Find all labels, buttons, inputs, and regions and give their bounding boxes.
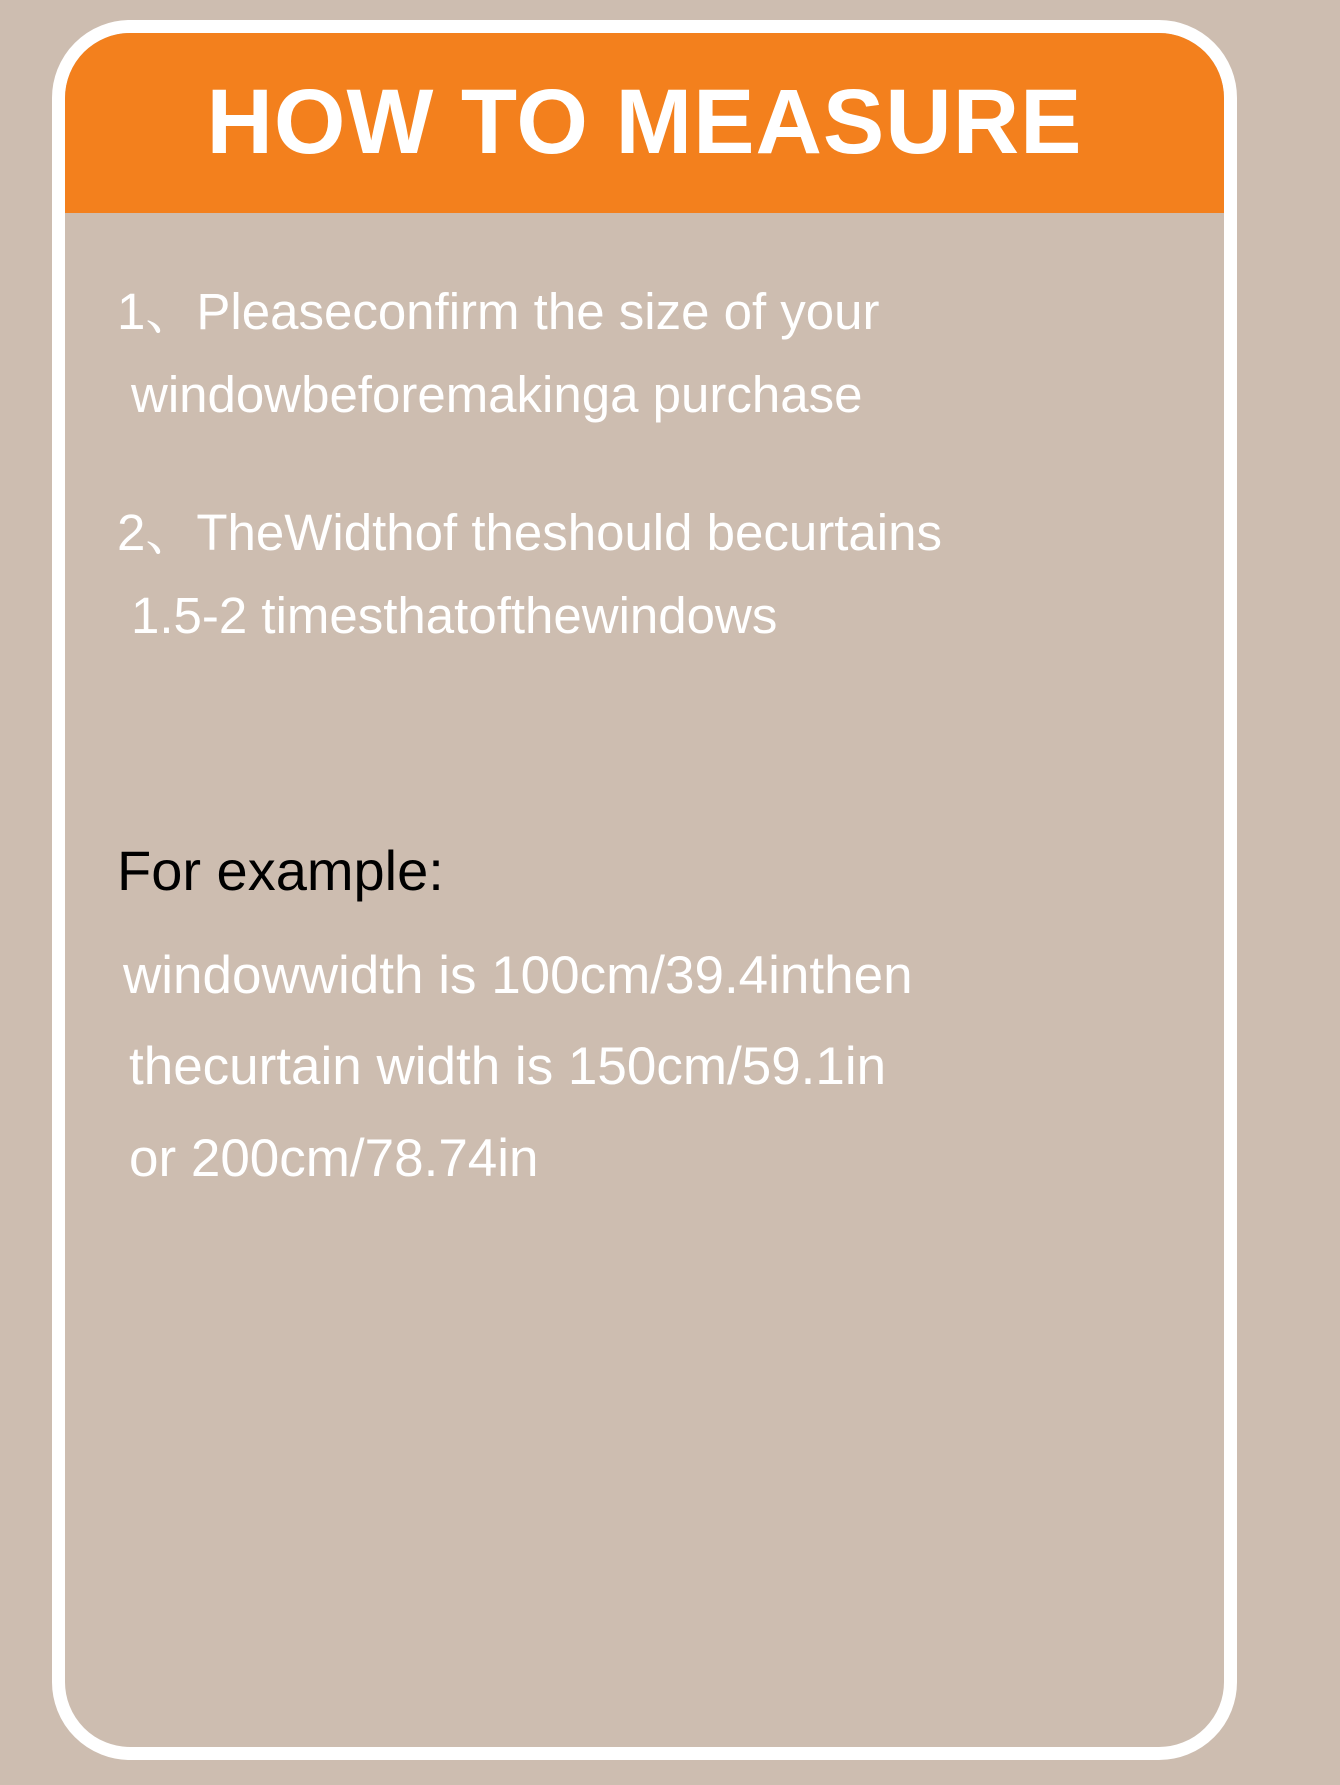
instruction-1-line1: Pleaseconfirm the size of your xyxy=(196,283,880,340)
example-text xyxy=(117,930,1172,1203)
card-header xyxy=(63,31,1226,213)
example-line-1: windowwidth is 100cm/39.4inthen xyxy=(123,946,913,1006)
paragraph-spacer xyxy=(117,436,1172,492)
instruction-2-line1: TheWidthof theshould becurtains xyxy=(196,504,942,562)
how-to-measure-card xyxy=(52,20,1237,1760)
example-heading: For example: xyxy=(117,839,444,903)
example-line-3: or 200cm/78.74in xyxy=(129,1128,539,1188)
instruction-1-line2: windowbeforemakinga purchase xyxy=(131,365,863,423)
instruction-2-number: 2、 xyxy=(117,504,197,562)
instruction-1-number: 1、 xyxy=(117,283,197,340)
page-title: HOW TO MEASURE xyxy=(206,71,1083,173)
example-line-2: thecurtain width is 150cm/59.1in xyxy=(129,1037,887,1097)
instruction-item-1 xyxy=(117,271,1172,436)
instruction-item-2 xyxy=(117,492,1172,657)
instruction-2-line2: 1.5-2 timesthatofthewindows xyxy=(131,586,778,644)
card-body xyxy=(65,215,1224,1747)
